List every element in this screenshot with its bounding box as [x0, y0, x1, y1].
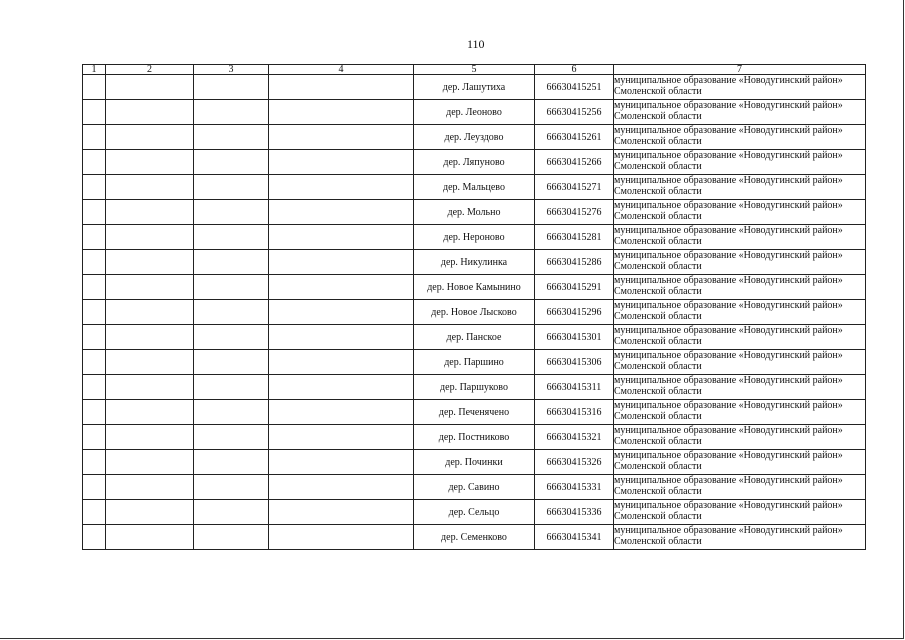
cell-col-2	[106, 425, 194, 450]
cell-col-3	[194, 200, 269, 225]
cell-col-1	[83, 350, 106, 375]
settlement-name: дер. Ляпуново	[414, 150, 535, 175]
cell-col-1	[83, 325, 106, 350]
oktmo-code: 66630415301	[535, 325, 614, 350]
header-row	[83, 65, 866, 75]
municipality-cell	[614, 375, 866, 400]
municipality-line-1: муниципальное образование «Новодугинский район»	[614, 325, 843, 336]
table-row	[83, 150, 866, 175]
municipality-line-2: Смоленской области	[614, 386, 702, 397]
page-number: 110	[467, 37, 485, 51]
oktmo-code: 66630415276	[535, 200, 614, 225]
settlement-name: дер. Нероново	[414, 225, 535, 250]
cell-col-2	[106, 325, 194, 350]
municipality-line-2: Смоленской области	[614, 436, 702, 447]
settlement-name: дер. Новое Камынино	[414, 275, 535, 300]
cell-col-4	[269, 525, 414, 550]
table-row	[83, 425, 866, 450]
header-col-3: 3	[194, 65, 269, 75]
table-row	[83, 125, 866, 150]
cell-col-2	[106, 225, 194, 250]
municipality-line-1: муниципальное образование «Новодугинский район»	[614, 525, 843, 536]
municipality-cell	[614, 350, 866, 375]
cell-col-4	[269, 350, 414, 375]
municipality-line-1: муниципальное образование «Новодугинский район»	[614, 200, 843, 211]
cell-col-1	[83, 100, 106, 125]
cell-col-1	[83, 425, 106, 450]
cell-col-1	[83, 400, 106, 425]
cell-col-1	[83, 450, 106, 475]
cell-col-4	[269, 425, 414, 450]
header-col-7: 7	[614, 65, 866, 75]
oktmo-code: 66630415261	[535, 125, 614, 150]
settlement-name: дер. Новое Лысково	[414, 300, 535, 325]
municipality-cell	[614, 225, 866, 250]
registry-table	[82, 64, 866, 550]
table-body	[83, 75, 866, 550]
oktmo-code: 66630415266	[535, 150, 614, 175]
cell-col-4	[269, 450, 414, 475]
table-row	[83, 250, 866, 275]
cell-col-3	[194, 150, 269, 175]
municipality-line-2: Смоленской области	[614, 236, 702, 247]
cell-col-2	[106, 175, 194, 200]
cell-col-2	[106, 500, 194, 525]
table-row	[83, 175, 866, 200]
municipality-cell	[614, 200, 866, 225]
cell-col-2	[106, 400, 194, 425]
municipality-cell	[614, 525, 866, 550]
municipality-cell	[614, 75, 866, 100]
oktmo-code: 66630415296	[535, 300, 614, 325]
municipality-line-1: муниципальное образование «Новодугинский район»	[614, 500, 843, 511]
municipality-line-1: муниципальное образование «Новодугинский район»	[614, 275, 843, 286]
cell-col-4	[269, 275, 414, 300]
municipality-line-2: Смоленской области	[614, 411, 702, 422]
municipality-cell	[614, 250, 866, 275]
municipality-line-1: муниципальное образование «Новодугинский район»	[614, 475, 843, 486]
cell-col-4	[269, 100, 414, 125]
cell-col-2	[106, 75, 194, 100]
municipality-line-1: муниципальное образование «Новодугинский район»	[614, 425, 843, 436]
municipality-line-1: муниципальное образование «Новодугинский район»	[614, 450, 843, 461]
municipality-line-2: Смоленской области	[614, 336, 702, 347]
oktmo-code: 66630415316	[535, 400, 614, 425]
cell-col-3	[194, 525, 269, 550]
cell-col-4	[269, 325, 414, 350]
municipality-cell	[614, 500, 866, 525]
municipality-line-1: муниципальное образование «Новодугинский район»	[614, 375, 843, 386]
oktmo-code: 66630415286	[535, 250, 614, 275]
municipality-line-2: Смоленской области	[614, 486, 702, 497]
municipality-line-2: Смоленской области	[614, 461, 702, 472]
settlement-name: дер. Лашутиха	[414, 75, 535, 100]
cell-col-2	[106, 250, 194, 275]
table-row	[83, 225, 866, 250]
municipality-line-2: Смоленской области	[614, 511, 702, 522]
municipality-line-2: Смоленской области	[614, 536, 702, 547]
settlement-name: дер. Печенячено	[414, 400, 535, 425]
oktmo-code: 66630415321	[535, 425, 614, 450]
municipality-cell	[614, 325, 866, 350]
cell-col-4	[269, 400, 414, 425]
settlement-name: дер. Сельцо	[414, 500, 535, 525]
table-row	[83, 275, 866, 300]
cell-col-1	[83, 75, 106, 100]
cell-col-1	[83, 175, 106, 200]
cell-col-1	[83, 300, 106, 325]
table-row	[83, 100, 866, 125]
municipality-line-1: муниципальное образование «Новодугинский район»	[614, 300, 843, 311]
cell-col-3	[194, 75, 269, 100]
settlement-name: дер. Никулинка	[414, 250, 535, 275]
settlement-name: дер. Паршино	[414, 350, 535, 375]
settlement-name: дер. Постниково	[414, 425, 535, 450]
municipality-line-2: Смоленской области	[614, 111, 702, 122]
oktmo-code: 66630415291	[535, 275, 614, 300]
cell-col-1	[83, 200, 106, 225]
cell-col-2	[106, 275, 194, 300]
cell-col-4	[269, 500, 414, 525]
header-col-6: 6	[535, 65, 614, 75]
table-row	[83, 75, 866, 100]
cell-col-3	[194, 475, 269, 500]
cell-col-2	[106, 350, 194, 375]
municipality-line-1: муниципальное образование «Новодугинский район»	[614, 100, 843, 111]
cell-col-1	[83, 150, 106, 175]
cell-col-2	[106, 125, 194, 150]
cell-col-3	[194, 500, 269, 525]
cell-col-3	[194, 300, 269, 325]
cell-col-1	[83, 275, 106, 300]
municipality-cell	[614, 125, 866, 150]
cell-col-1	[83, 500, 106, 525]
cell-col-2	[106, 100, 194, 125]
municipality-line-1: муниципальное образование «Новодугинский район»	[614, 75, 843, 86]
municipality-cell	[614, 175, 866, 200]
table-row	[83, 350, 866, 375]
cell-col-2	[106, 375, 194, 400]
municipality-cell	[614, 400, 866, 425]
table-row	[83, 400, 866, 425]
oktmo-code: 66630415251	[535, 75, 614, 100]
municipality-cell	[614, 150, 866, 175]
municipality-line-2: Смоленской области	[614, 161, 702, 172]
cell-col-3	[194, 400, 269, 425]
cell-col-4	[269, 375, 414, 400]
cell-col-2	[106, 150, 194, 175]
cell-col-3	[194, 250, 269, 275]
cell-col-3	[194, 350, 269, 375]
municipality-line-1: муниципальное образование «Новодугинский район»	[614, 400, 843, 411]
table-row	[83, 300, 866, 325]
table-row	[83, 200, 866, 225]
municipality-line-1: муниципальное образование «Новодугинский район»	[614, 250, 843, 261]
cell-col-4	[269, 150, 414, 175]
settlement-name: дер. Мольно	[414, 200, 535, 225]
oktmo-code: 66630415271	[535, 175, 614, 200]
header-col-1: 1	[83, 65, 106, 75]
municipality-line-1: муниципальное образование «Новодугинский район»	[614, 125, 843, 136]
settlement-name: дер. Семенково	[414, 525, 535, 550]
municipality-line-2: Смоленской области	[614, 286, 702, 297]
table-row	[83, 450, 866, 475]
municipality-cell	[614, 275, 866, 300]
cell-col-4	[269, 250, 414, 275]
municipality-line-2: Смоленской области	[614, 361, 702, 372]
oktmo-code: 66630415336	[535, 500, 614, 525]
cell-col-4	[269, 175, 414, 200]
settlement-name: дер. Леуздово	[414, 125, 535, 150]
cell-col-2	[106, 450, 194, 475]
cell-col-4	[269, 475, 414, 500]
settlement-name: дер. Панское	[414, 325, 535, 350]
municipality-line-2: Смоленской области	[614, 86, 702, 97]
cell-col-4	[269, 75, 414, 100]
municipality-line-2: Смоленской области	[614, 211, 702, 222]
settlement-name: дер. Савино	[414, 475, 535, 500]
table-row	[83, 475, 866, 500]
cell-col-2	[106, 300, 194, 325]
cell-col-4	[269, 300, 414, 325]
cell-col-3	[194, 425, 269, 450]
oktmo-code: 66630415341	[535, 525, 614, 550]
municipality-cell	[614, 450, 866, 475]
header-col-4: 4	[269, 65, 414, 75]
cell-col-3	[194, 125, 269, 150]
table-row	[83, 525, 866, 550]
municipality-cell	[614, 425, 866, 450]
settlement-name: дер. Мальцево	[414, 175, 535, 200]
cell-col-1	[83, 125, 106, 150]
settlement-name: дер. Паршуково	[414, 375, 535, 400]
municipality-line-2: Смоленской области	[614, 136, 702, 147]
oktmo-code: 66630415306	[535, 350, 614, 375]
municipality-line-1: муниципальное образование «Новодугинский район»	[614, 225, 843, 236]
table-row	[83, 500, 866, 525]
municipality-line-2: Смоленской области	[614, 311, 702, 322]
oktmo-code: 66630415331	[535, 475, 614, 500]
cell-col-3	[194, 275, 269, 300]
oktmo-code: 66630415281	[535, 225, 614, 250]
municipality-line-1: муниципальное образование «Новодугинский район»	[614, 350, 843, 361]
cell-col-3	[194, 450, 269, 475]
cell-col-3	[194, 100, 269, 125]
cell-col-3	[194, 225, 269, 250]
cell-col-1	[83, 225, 106, 250]
municipality-cell	[614, 100, 866, 125]
cell-col-4	[269, 125, 414, 150]
cell-col-4	[269, 200, 414, 225]
settlement-name: дер. Леоново	[414, 100, 535, 125]
cell-col-3	[194, 325, 269, 350]
municipality-line-1: муниципальное образование «Новодугинский район»	[614, 150, 843, 161]
cell-col-1	[83, 475, 106, 500]
cell-col-2	[106, 200, 194, 225]
municipality-cell	[614, 300, 866, 325]
header-col-5: 5	[414, 65, 535, 75]
cell-col-1	[83, 375, 106, 400]
cell-col-2	[106, 475, 194, 500]
cell-col-3	[194, 375, 269, 400]
oktmo-code: 66630415326	[535, 450, 614, 475]
cell-col-4	[269, 225, 414, 250]
table-row	[83, 325, 866, 350]
cell-col-1	[83, 250, 106, 275]
table-row	[83, 375, 866, 400]
cell-col-3	[194, 175, 269, 200]
municipality-cell	[614, 475, 866, 500]
header-col-2: 2	[106, 65, 194, 75]
cell-col-2	[106, 525, 194, 550]
municipality-line-2: Смоленской области	[614, 261, 702, 272]
settlement-name: дер. Починки	[414, 450, 535, 475]
cell-col-1	[83, 525, 106, 550]
oktmo-code: 66630415311	[535, 375, 614, 400]
municipality-line-1: муниципальное образование «Новодугинский район»	[614, 175, 843, 186]
municipality-line-2: Смоленской области	[614, 186, 702, 197]
oktmo-code: 66630415256	[535, 100, 614, 125]
